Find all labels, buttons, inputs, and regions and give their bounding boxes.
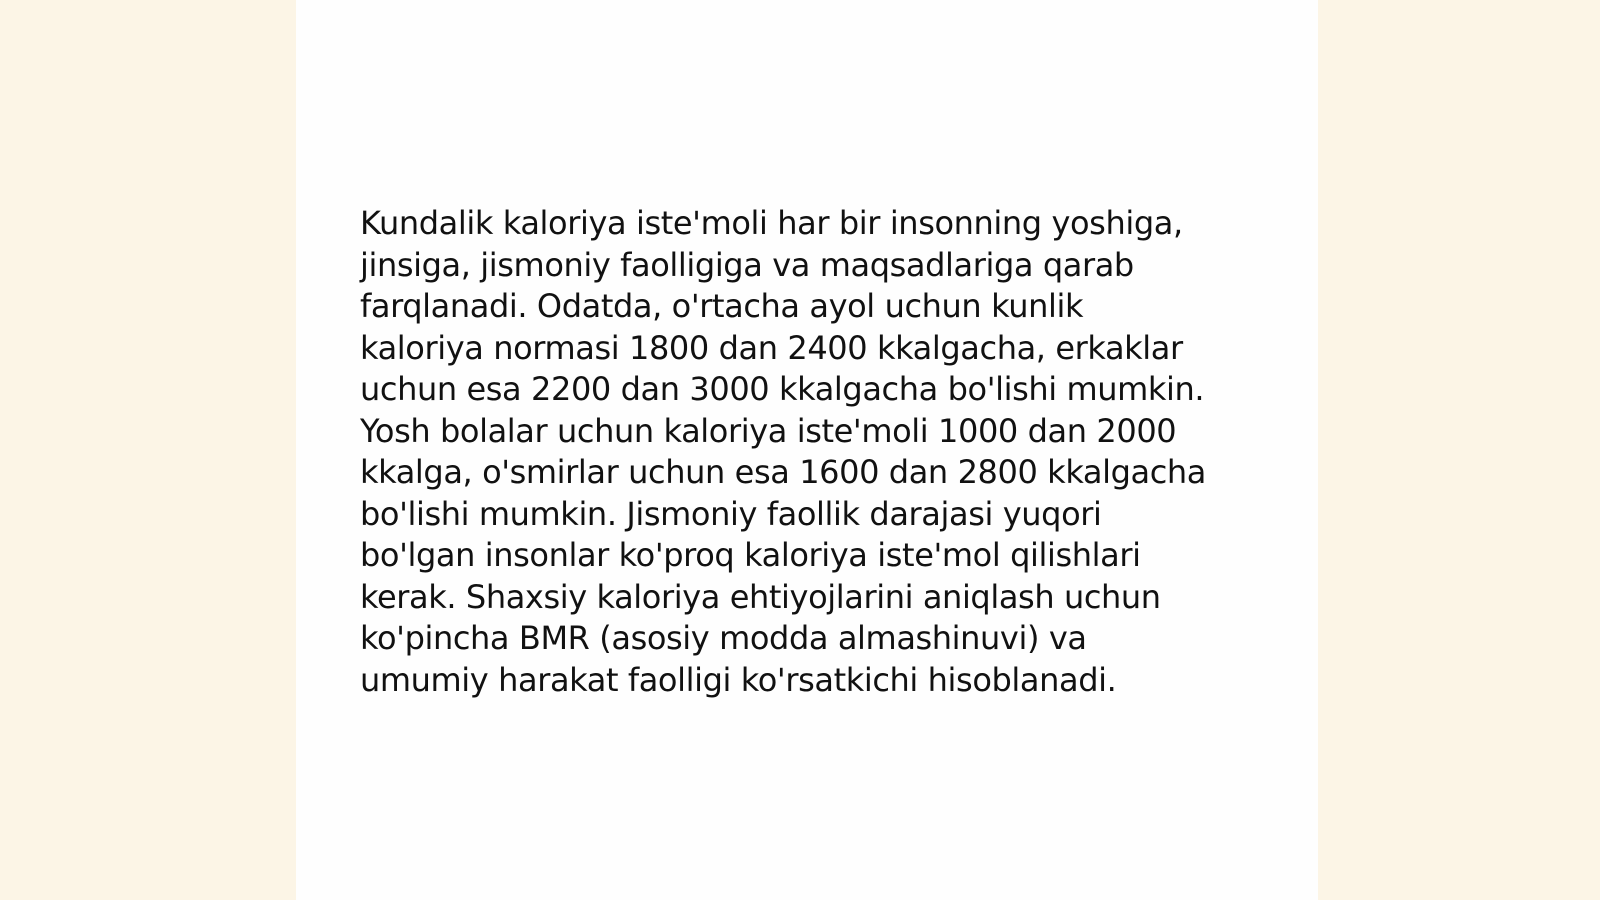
slide: [296, 0, 1318, 900]
left-margin-background: [0, 0, 296, 900]
right-margin-background: [1318, 0, 1600, 900]
slide-body-text: Kundalik kaloriya iste'moli har bir insonning yoshiga, jinsiga, jismoniy faolligiga va maqsadlariga qarab farqlanadi. Odatda, o'rtacha ayol uchun kunlik kaloriya normasi 1800 dan 2400 kkalgacha, erkaklar uchun esa 2200 dan 3000 kkalgacha bo'lishi mumkin. Yosh bolalar uchun kaloriya iste'moli 1000 dan 2000 kkalga, o'smirlar uchun esa 1600 dan 2800 kkalgacha bo'lishi mumkin. Jismoniy faollik darajasi yuqori bo'lgan insonlar ko'proq kaloriya iste'mol qilishlari kerak. Shaxsiy kaloriya ehtiyojlarini aniqlash uchun ko'pincha BMR (asosiy modda almashinuvi) va umumiy harakat faolligi ko'rsatkichi hisoblanadi.: [360, 204, 1206, 699]
